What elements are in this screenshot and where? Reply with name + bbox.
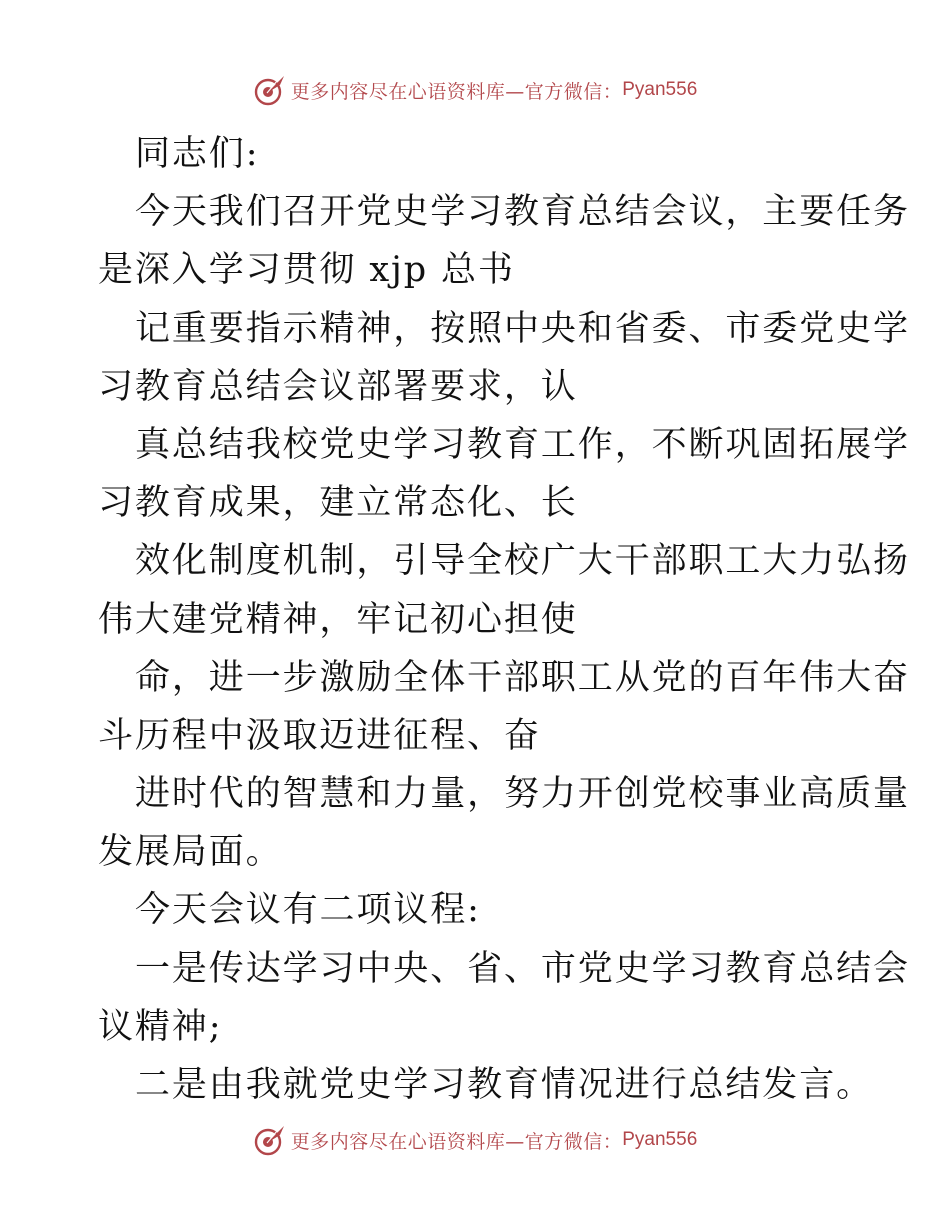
text-line: 今天会议有二项议程: (135, 890, 481, 931)
text-line: 斗历程中汲取迈进征程、奋 (98, 715, 541, 756)
text-line: 一是传达学习中央、省、市党史学习教育总结会 (135, 948, 910, 989)
text-line: 是深入学习贯彻 xjp 总书 (98, 250, 515, 291)
text-line: 习教育总结会议部署要求，认 (98, 366, 578, 407)
watermark-wechat-id: Pyan556 (622, 1129, 698, 1150)
text-line: 效化制度机制，引导全校广大干部职工大力弘扬 (135, 541, 910, 582)
text-line: 命，进一步激励全体干部职工从党的百年伟大奋 (135, 657, 910, 698)
text-line: 真总结我校党史学习教育工作，不断巩固拓展学 (135, 424, 910, 465)
text-line: 伟大建党精神，牢记初心担使 (98, 599, 578, 640)
text-line: 进时代的智慧和力量，努力开创党校事业高质量 (135, 774, 910, 815)
text-line: 记重要指示精神，按照中央和省委、市委党史学 (135, 308, 910, 349)
text-line: 议精神; (98, 1006, 223, 1047)
text-line: 二是由我就党史学习教育情况进行总结发言。 (135, 1065, 874, 1105)
text-line: 习教育成果，建立常态化、长 (98, 483, 578, 524)
watermark-text: 更多内容尽在心语资料库—官方微信： (290, 1130, 623, 1153)
quill-logo-icon (253, 1123, 287, 1157)
quill-logo-icon (253, 73, 287, 107)
text-line: 今天我们召开党史学习教育总结会议，主要任务 (135, 192, 910, 233)
text-line: 同志们: (135, 134, 260, 174)
document-body (98, 125, 910, 1114)
footer-watermark (0, 1120, 950, 1160)
watermark-wechat-id: Pyan556 (622, 79, 698, 100)
text-line: 发展局面。 (98, 832, 283, 873)
watermark-text: 更多内容尽在心语资料库—官方微信： (290, 80, 623, 103)
header-watermark (0, 70, 950, 110)
